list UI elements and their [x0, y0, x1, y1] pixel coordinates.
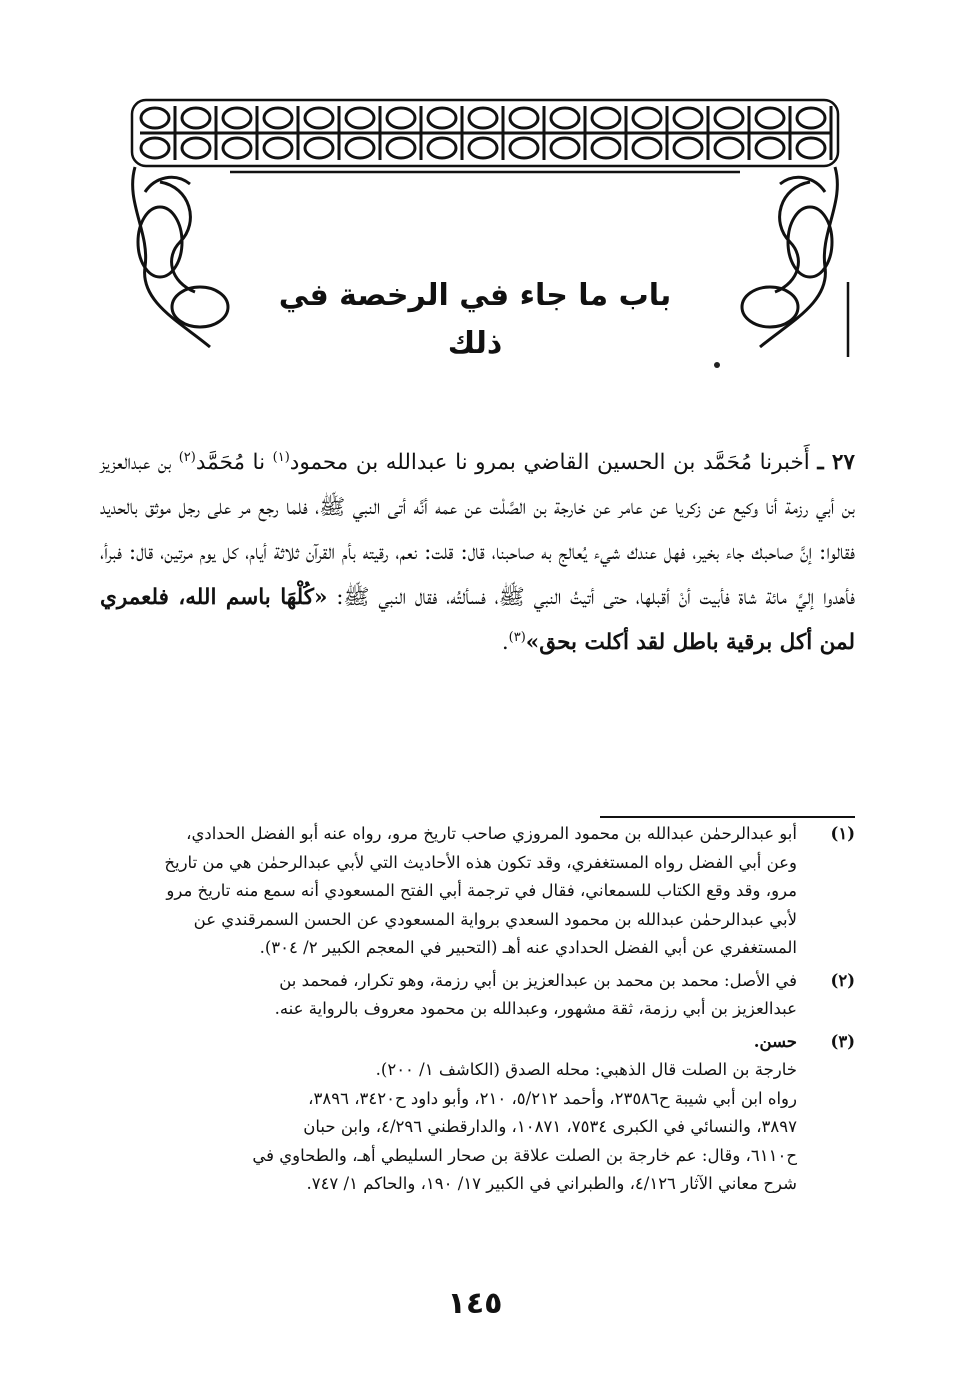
footnote	[100, 1028, 855, 1199]
hadith-number: ٢٧ ـ	[817, 450, 855, 475]
footnote-ref: (١)	[272, 449, 290, 465]
footnote-line: عبدالعزيز بن أبي رزمة، ثقة مشهور، وعبدالله بن محمود معروف بالرواية عنه.	[274, 999, 797, 1018]
hadith-line: أَخبرنا مُحَمَّد بن الحسين القاضي بمرو نا عبدالله بن محمود	[289, 450, 810, 475]
footnote-line: في الأصل: محمد بن محمد بن عبدالعزيز بن أبي رزمة، وهو تكرار، فمحمد بن	[279, 970, 797, 990]
footnote-line: شرح معاني الآثار ٤/١٢٦، والطبراني في الكبير ١٧/ ١٩٠، والحاكم ١/ ٧٤٧.	[306, 1174, 797, 1193]
footnote-separator	[600, 816, 855, 818]
footnote-ref: (٣)	[508, 629, 526, 645]
hadith-end: .	[501, 630, 509, 655]
footnote-number: (٢)	[830, 970, 855, 990]
footnote-line: أبو عبدالرحمٰن عبدالله بن محمود المروزي صاحب تاريخ مرو، رواه عنه أبو الفضل الحدادي،	[186, 824, 797, 843]
footnote-number: (١)	[830, 824, 855, 843]
footnote-line: حسن.	[753, 1031, 797, 1051]
hadith-line: نا مُحَمَّد	[195, 450, 266, 475]
footnote-line: خارجة بن الصلت قال الذهبي: محله الصدق (الكاشف ١/ ٢٠٠).	[375, 1060, 797, 1079]
footnote-line: ح٦١١٠، وقال: عم خارجة بن الصلت علاقة بن صحار السليطي أهـ، والطحاوي في	[252, 1145, 797, 1165]
footnote-ref: (٢)	[178, 449, 196, 465]
chapter-heading: باب ما جاء في الرخصة في ذلك	[278, 278, 672, 361]
footnotes	[100, 820, 855, 1203]
footnote-line: رواه ابن أبي شيبة ح٢٣٥٨٦، وأحمد ٥/٢١٢، ٢١٠، وأبو داود ح٣٤٢٠، ٣٨٩٦،	[308, 1088, 797, 1108]
prophet-saying: «كُلْهَا باسم الله، فلعمري لمن أكل برقية باطل لقد أكلت بحق»	[100, 585, 855, 655]
hadith-text	[100, 440, 855, 665]
footnote-line: المستغفري عن أبي الفضل الحدادي عنه أهـ (التحبير في المعجم الكبير ٢/ ٣٠٤).	[259, 938, 797, 957]
footnote-line: وعن أبي الفضل رواه المستغفري، وقد تكون هذه الأحاديث التي لأبي عبدالرحمٰن هي من تاريخ	[164, 852, 797, 872]
footnote-line: مرو، وقد وقع الكتاب للسمعاني، فقال في ترجمة أبي الفتح المسعودي أنه سمع منه تاريخ مرو	[166, 881, 797, 900]
footnote	[100, 820, 855, 963]
page-number: ١٤٥	[447, 1286, 503, 1321]
footnote-line: لأبي عبدالرحمٰن عبدالله بن محمود السعدي برواية المسعودي عن الحسن السمرقندي عن	[193, 909, 797, 929]
hadith-line: بن عبدالعزيز بن أبي رزمة أنا وكيع عن زكريا عن عامر عن خارجة بن الصَّلْت عن عمه أنَّه أتى النبي ﷺ، فلما رجع مر على رجل موثق بالحديد فقالوا: إنَّ صاحبك جاء بخير، فهل عندك شيء يُعالج به صاحبنا، قال: قلت: نعم، رقيته بأم القرآن ثلاثة أيام، كل يوم مرتين، قال: فبرأ، فأهدوا إليَّ مائة شاة فأبيت أنْ أقبلها، حتى أتيتُ النبي ﷺ، فسألتُه، فقال النبي ﷺ:	[100, 450, 856, 610]
footnote-line: ٣٨٩٧، والنسائي في الكبرى ٧٥٣٤، ١٠٨٧١، والدارقطني ٤/٢٩٦، وابن حبان	[303, 1117, 797, 1136]
footnote	[100, 967, 855, 1024]
footnote-number: (٣)	[830, 1031, 855, 1051]
ornament-dot	[714, 362, 720, 368]
